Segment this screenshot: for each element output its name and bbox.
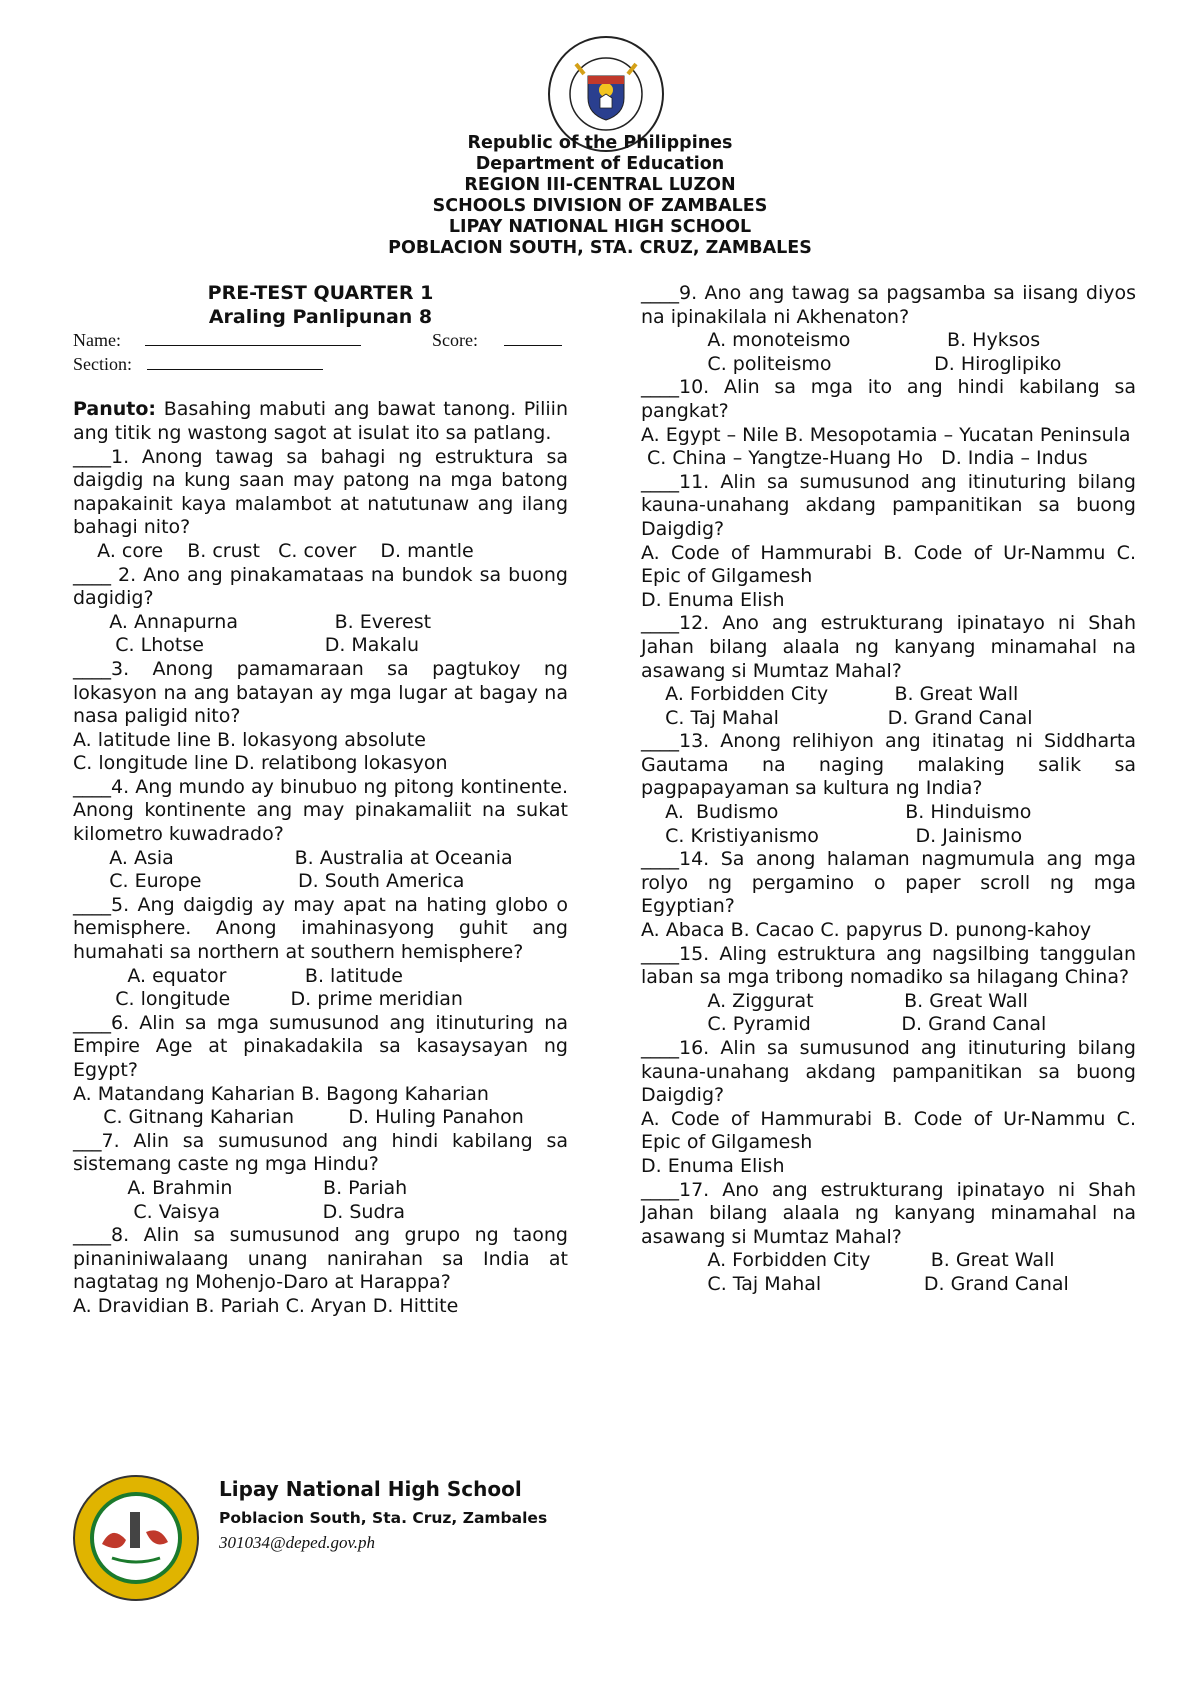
right-column	[641, 282, 1136, 1297]
lnhs-school-logo	[72, 1474, 200, 1602]
header-republic: Republic of the Philippines	[467, 133, 733, 153]
question-text: ___7. Alin sa sumusunod ang hindi kabilang sa sistemang caste ng mga Hindu?	[73, 1129, 568, 1176]
footer-email[interactable]: 301034@deped.gov.ph	[219, 1533, 376, 1552]
answer-options: A. Annapurna B. Everest	[73, 610, 432, 633]
answer-options: C. Pyramid D. Grand Canal	[641, 1013, 1047, 1036]
left-questions	[73, 446, 568, 1319]
header-region: REGION III-CENTRAL LUZON	[464, 175, 736, 195]
answer-options: D. Enuma Elish	[641, 588, 785, 611]
answer-options: A. equator B. latitude	[73, 964, 403, 987]
right-questions	[641, 282, 1136, 1297]
question-text: ____4. Ang mundo ay binubuo ng pitong kontinente. Anong kontinente ang may pinakamaliit na sukat kilometro kuwadrado?	[73, 775, 568, 846]
answer-options: A. Asia B. Australia at Oceania	[73, 846, 513, 869]
section-row	[73, 353, 568, 377]
question-text: ____8. Alin sa sumusunod ang grupo ng taong pinaniniwalaang unang nanirahan sa India at nagtatag ng Mohenjo-Daro at Harappa?	[73, 1224, 568, 1294]
header-address: POBLACION SOUTH, STA. CRUZ, ZAMBALES	[388, 238, 812, 258]
question-text: ____1. Anong tawag sa bahagi ng estruktura sa daigdig na kung saan may patong na mga batong napakainit kaya malambot at natutunaw ang ilang bahagi nito?	[73, 445, 568, 539]
question-text: C. longitude line D. relatibong lokasyon	[73, 752, 448, 775]
name-field[interactable]	[145, 329, 361, 346]
answer-options: C. Kristiyanismo D. Jainismo	[641, 824, 1023, 847]
document-header	[200, 133, 1000, 259]
question-text: A. Egypt – Nile B. Mesopotamia – Yucatan Peninsula	[641, 423, 1131, 446]
question-text: ____12. Ano ang estrukturang ipinatayo ni Shah Jahan bilang alaala ng kanyang minamahal na asawang si Mumtaz Mahal?	[641, 612, 1136, 682]
question-text: A. Matandang Kaharian B. Bagong Kaharian	[73, 1082, 489, 1105]
answer-options: C. politeismo D. Hiroglipiko	[641, 352, 1062, 375]
panuto-label: Panuto:	[73, 398, 157, 421]
section-field[interactable]	[147, 353, 323, 370]
answer-options: A. core B. crust C. cover D. mantle	[73, 539, 474, 562]
header-department: Department of Education	[475, 154, 725, 174]
question-text: ____13. Anong relihiyon ang itinatag ni Siddharta Gautama na naging malaking salik sa pagpapayaman sa kultura ng India?	[641, 730, 1136, 800]
score-label: Score:	[431, 330, 478, 351]
footer-address: Poblacion South, Sta. Cruz, Zambales	[219, 1509, 548, 1527]
answer-options: A. Forbidden City B. Great Wall	[641, 1249, 1055, 1272]
answer-options: C. China – Yangtze-Huang Ho D. India – Indus	[641, 447, 1088, 470]
answer-options: A. Ziggurat B. Great Wall	[641, 989, 1028, 1012]
score-field[interactable]	[504, 329, 562, 346]
answer-options: D. Enuma Elish	[641, 1154, 785, 1177]
answer-options: C. longitude D. prime meridian	[73, 988, 463, 1011]
question-text: ____6. Alin sa mga sumusunod ang itinuturing na Empire Age at pinakadakila sa kasaysayan ng Egypt?	[73, 1011, 568, 1081]
question-text: ____3. Anong pamamaraan sa pagtukoy ng lokasyon na ang batayan ay mga lugar at bagay na nasa paligid nito?	[73, 657, 568, 728]
question-text: ____15. Aling estruktura ang nagsilbing tanggulan laban sa mga tribong nomadiko sa hilagang China?	[641, 942, 1136, 989]
answer-options: A. monoteismo B. Hyksos	[641, 329, 1041, 352]
answer-options: C. Taj Mahal D. Grand Canal	[641, 706, 1033, 729]
answer-options: C. Vaisya D. Sudra	[73, 1200, 405, 1223]
question-text: ____11. Alin sa sumusunod ang itinuturing bilang kauna-unahang akdang pampanitikan sa buong Daigdig?	[641, 470, 1136, 540]
question-text: A. latitude line B. lokasyong absolute	[73, 728, 426, 751]
instructions	[73, 398, 568, 445]
test-title: PRE-TEST QUARTER 1	[207, 282, 434, 304]
answer-options: A. Brahmin B. Pariah	[73, 1176, 408, 1199]
question-text: ____9. Ano ang tawag sa pagsamba sa iisang diyos na ipinakilala ni Akhenaton?	[641, 282, 1136, 328]
question-text: ____ 2. Ano ang pinakamataas na bundok sa buong dagidig?	[73, 563, 568, 610]
header-school: LIPAY NATIONAL HIGH SCHOOL	[448, 217, 752, 237]
footer-info	[219, 1477, 547, 1553]
answer-options: C. Lhotse D. Makalu	[73, 634, 420, 657]
header-division: SCHOOLS DIVISION OF ZAMBALES	[432, 196, 768, 216]
answer-options: A. Budismo B. Hinduismo	[641, 801, 1032, 824]
answer-options: C. Taj Mahal D. Grand Canal	[641, 1272, 1069, 1295]
question-text: A. Code of Hammurabi B. Code of Ur-Nammu C. Epic of Gilgamesh	[641, 541, 1136, 588]
name-label: Name:	[73, 330, 121, 351]
footer-school-name: Lipay National High School	[219, 1477, 522, 1501]
question-text: ____10. Alin sa mga ito ang hindi kabilang sa pangkat?	[641, 376, 1136, 422]
question-text: ____14. Sa anong halaman nagmumula ang mga rolyo ng pergamino o paper scroll ng mga Egyptian?	[641, 848, 1136, 918]
question-text: ____16. Alin sa sumusunod ang itinuturing bilang kauna-unahang akdang pampanitikan sa buong Daigdig?	[641, 1037, 1136, 1107]
left-column	[73, 282, 568, 1319]
test-subject: Araling Panlipunan 8	[208, 305, 433, 328]
panuto-text: Basahing mabuti ang bawat tanong. Piliin ang titik ng wastong sagot at isulat ito sa patlang.	[73, 398, 568, 444]
question-text: ____17. Ano ang estrukturang ipinatayo ni Shah Jahan bilang alaala ng kanyang minamahal na asawang si Mumtaz Mahal?	[641, 1178, 1136, 1248]
answer-options: C. Gitnang Kaharian D. Huling Panahon	[73, 1106, 524, 1129]
question-text: ____5. Ang daigdig ay may apat na hating globo o hemisphere. Anong imahinasyong guhit ang humahati sa northern at southern hemisphere?	[73, 893, 568, 964]
answer-options: C. Europe D. South America	[73, 870, 465, 893]
question-text: A. Abaca B. Cacao C. papyrus D. punong-kahoy	[641, 919, 1092, 942]
answer-options: A. Forbidden City B. Great Wall	[641, 683, 1019, 706]
question-text: A. Dravidian B. Pariah C. Aryan D. Hittite	[73, 1294, 459, 1317]
name-score-row	[73, 329, 568, 353]
question-text: A. Code of Hammurabi B. Code of Ur-Nammu C. Epic of Gilgamesh	[641, 1107, 1136, 1154]
section-label: Section:	[73, 353, 132, 374]
